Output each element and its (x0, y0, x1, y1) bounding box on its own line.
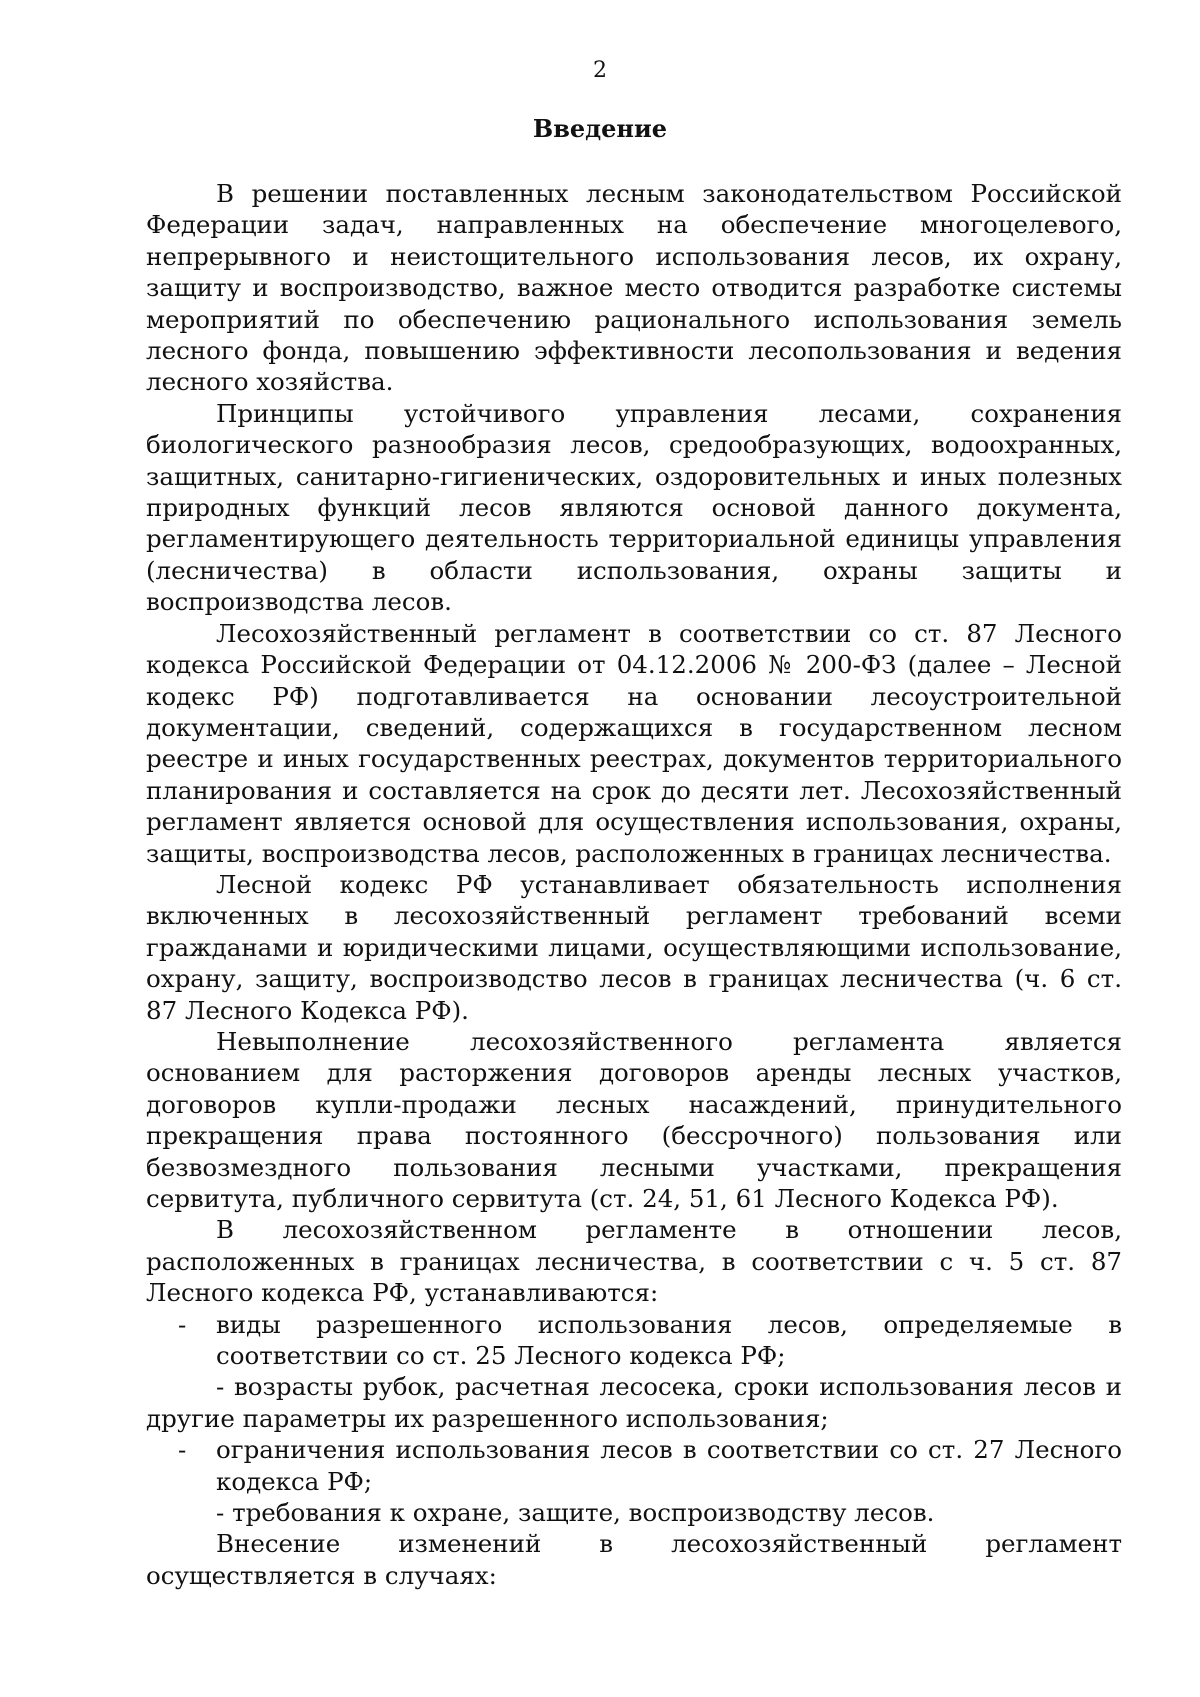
list-item-text: ограничения использования лесов в соответствии со ст. 27 Лесного кодекса РФ; (216, 1435, 1122, 1496)
paragraph-forest-code: Лесной кодекс РФ устанавливает обязательность исполнения включенных в лесохозяйственный регламент требований всеми гражданами и юридическими лицами, осуществляющими использование, охрану, защиту, воспроизводство лесов в границах лесничества (ч. 6 ст. 87 Лесного Кодекса РФ). (146, 869, 1122, 1025)
list-dash: - (178, 1309, 187, 1339)
list-item: - возрасты рубок, расчетная лесосека, сроки использования лесов и другие параметры их разрешенного использования; (146, 1372, 1122, 1433)
paragraph-regulation: Лесохозяйственный регламент в соответствии со ст. 87 Лесного кодекса Российской Федерации от 04.12.2006 № 200-ФЗ (далее – Лесной кодекс РФ) подготавливается на основании лесоустроительной документации, сведений, содержащихся в государственном лесном реестре и иных государственных реестрах, документов территориального планирования и составляется на срок до десяти лет. Лесохозяйственный регламент является основой для осуществления использования, охраны, защиты, воспроизводства лесов, расположенных в границах лесничества. (146, 618, 1122, 868)
paragraph-principles: Принципы устойчивого управления лесами, сохранения биологического разнообразия лесов, средообразующих, водоохранных, защитных, санитарно-гигиенических, оздоровительных и иных полезных природных функций лесов являются основой данного документа, регламентирующего деятельность территориальной единицы управления (лесничества) в области использования, охраны защиты и воспроизводства лесов. (146, 398, 1122, 617)
page-number: 2 (593, 58, 607, 83)
list-item (146, 1309, 1122, 1372)
paragraph-amendments: Внесение изменений в лесохозяйственный регламент осуществляется в случаях: (146, 1529, 1122, 1590)
list-item-text: виды разрешенного использования лесов, определяемые в соответствии со ст. 25 Лесного кодекса РФ; (216, 1309, 1122, 1371)
list-item: - требования к охране, защите, воспроизводству лесов. (216, 1498, 935, 1528)
paragraph-established: В лесохозяйственном регламенте в отношении лесов, расположенных в границах лесничества, в соответствии с ч. 5 ст. 87 Лесного кодекса РФ, устанавливаются: (146, 1215, 1122, 1308)
list-item (146, 1434, 1122, 1497)
section-title: Введение (532, 114, 668, 143)
list-dash: - (178, 1435, 187, 1465)
paragraph-intro: В решении поставленных лесным законодательством Российской Федерации задач, направленных на обеспечение многоцелевого, непрерывного и неистощительного использования лесов, их охрану, защиту и воспроизводство, важное место отводится разработке системы мероприятий по обеспечению рационального использования земель лесного фонда, повышению эффективности лесопользования и ведения лесного хозяйства. (146, 179, 1122, 397)
document-body (146, 178, 1122, 1591)
paragraph-non-compliance: Невыполнение лесохозяйственного регламента является основанием для расторжения договоров аренды лесных участков, договоров купли-продажи лесных насаждений, принудительного прекращения права постоянного (бессрочного) пользования или безвозмездного пользования лесными участками, прекращения сервитута, публичного сервитута (ст. 24, 51, 61 Лесного Кодекса РФ). (146, 1026, 1122, 1213)
